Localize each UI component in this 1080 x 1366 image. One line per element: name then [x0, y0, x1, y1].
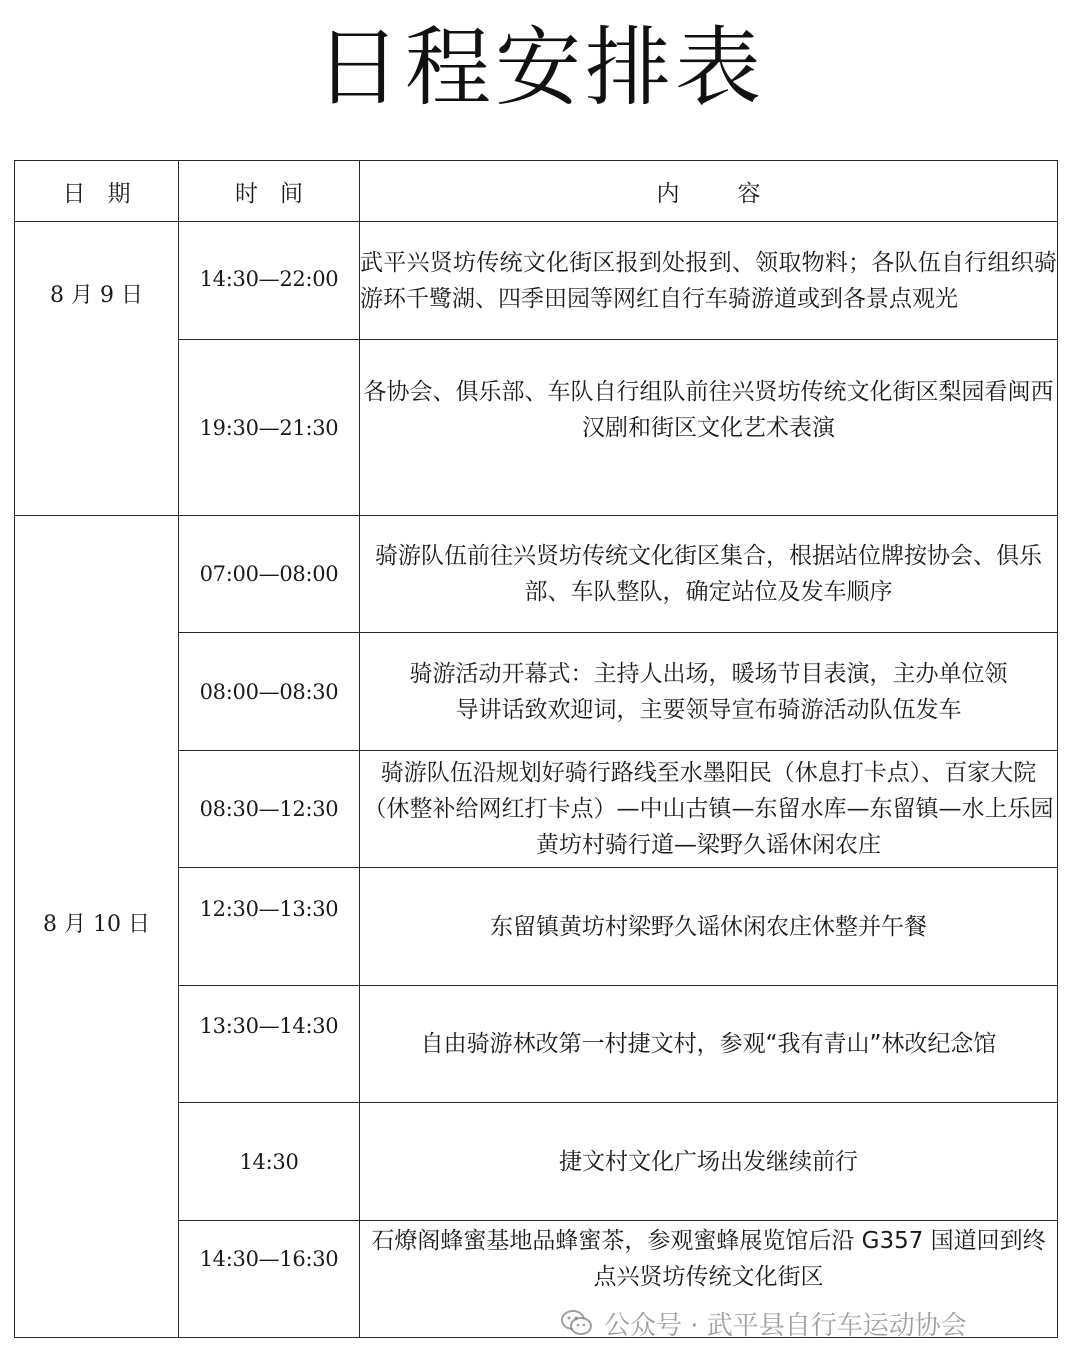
- table-row: [15, 516, 1058, 633]
- time-cell: 07:00—08:00: [179, 516, 360, 633]
- header-content-label: 内容: [656, 180, 819, 207]
- time-cell: 14:30: [179, 1103, 360, 1221]
- content-cell: 捷文村文化广场出发继续前行: [360, 1103, 1058, 1221]
- content-cell: 武平兴贤坊传统文化街区报到处报到、领取物料；各队伍自行组织骑游环千鹭湖、四季田园等网红自行车骑游道或到各景点观光: [360, 222, 1058, 340]
- header-date-label: 日期: [62, 180, 153, 207]
- content-cell: 各协会、俱乐部、车队自行组队前往兴贤坊传统文化街区梨园看闽西汉剧和街区文化艺术表演: [360, 340, 1058, 516]
- time-cell: 14:30—22:00: [179, 222, 360, 340]
- content-cell: 骑游队伍前往兴贤坊传统文化街区集合，根据站位牌按协会、俱乐部、车队整队，确定站位及发车顺序: [360, 516, 1058, 633]
- date-cell-day1: 8 月 9 日: [15, 222, 179, 516]
- header-time-label: 时间: [235, 180, 325, 207]
- time-cell: 12:30—13:30: [179, 868, 360, 986]
- time-cell: 14:30—16:30: [179, 1221, 360, 1338]
- time-cell: 13:30—14:30: [179, 986, 360, 1103]
- header-date: [15, 161, 179, 222]
- content-cell: 石燎阁蜂蜜基地品蜂蜜茶，参观蜜蜂展览馆后沿 G357 国道回到终点兴贤坊传统文化街区: [360, 1221, 1058, 1338]
- time-cell: 08:00—08:30: [179, 633, 360, 751]
- content-cell: 骑游活动开幕式：主持人出场，暖场节目表演，主办单位领导讲话致欢迎词，主要领导宣布骑游活动队伍发车: [360, 633, 1058, 751]
- schedule-table: [14, 160, 1058, 1338]
- page-title: 日程安排表: [315, 18, 765, 118]
- table-row: [15, 222, 1058, 340]
- table-header-row: [15, 161, 1058, 222]
- content-cell: 骑游队伍沿规划好骑行路线至水墨阳民（休息打卡点）、百家大院（休整补给网红打卡点）—中山古镇—东留水库—东留镇—水上乐园黄坊村骑行道—梁野久谣休闲农庄: [360, 751, 1058, 868]
- content-cell: 东留镇黄坊村梁野久谣休闲农庄休整并午餐: [360, 868, 1058, 986]
- content-cell: 自由骑游林改第一村捷文村，参观“我有青山”林改纪念馆: [360, 986, 1058, 1103]
- date-cell-day2: 8 月 10 日: [15, 516, 179, 1338]
- watermark: [560, 1300, 1060, 1346]
- time-cell: 08:30—12:30: [179, 751, 360, 868]
- header-content: [360, 161, 1058, 222]
- wechat-icon: [560, 1306, 594, 1340]
- header-time: [179, 161, 360, 222]
- watermark-text: 公众号 · 武平县自行车运动协会: [604, 1310, 967, 1341]
- time-cell: 19:30—21:30: [179, 340, 360, 516]
